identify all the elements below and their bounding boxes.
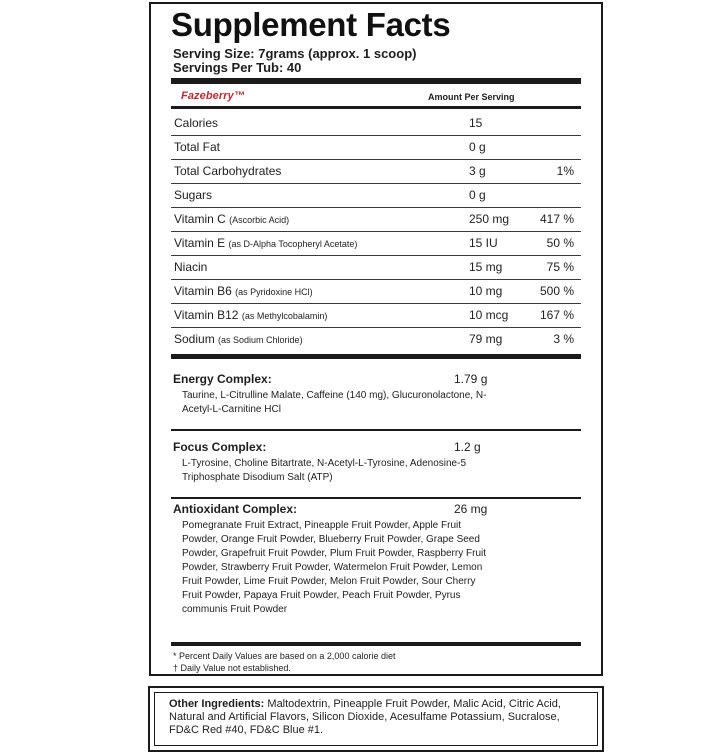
blend-ingredients: Pomegranate Fruit Extract, Pineapple Fruit Powder, Apple Fruit Powder, Orange Fruit Powder, Blueberry Fruit Powder, Grape Seed Powder, Grapefruit Fruit Powder, Plum Fruit Powder, Raspberry Fruit Powder, Strawberry Fruit Powder, Watermelon Fruit Powder, Lemon Fruit Powder, Lime Fruit Powder, Melon Fruit Powder, Sour Cherry Fruit Powder, Papaya Fruit Powder, Peach Fruit Powder, Pyrus communis Fruit Powder: [182, 520, 486, 615]
nutrient-row: [171, 255, 581, 280]
nutrient-row: [171, 231, 581, 256]
nutrient-source: (as Sodium Chloride): [218, 335, 303, 345]
nutrient-row: [171, 111, 581, 136]
nutrient-row: [171, 207, 581, 232]
nutrient-name: Total Carbohydrates: [174, 164, 282, 178]
nutrient-daily-value: 417 %: [539, 212, 574, 226]
nutrient-amount: 0 g: [469, 188, 486, 202]
blend-name: Antioxidant Complex:: [173, 502, 298, 516]
blend-divider: [171, 497, 581, 499]
nutrient-amount: 79 mg: [469, 332, 503, 346]
nutrient-name: Sodium (as Sodium Chloride): [174, 332, 303, 346]
thick-divider: [171, 78, 581, 84]
nutrient-amount: 15 IU: [469, 236, 498, 250]
nutrient-name: Niacin: [174, 260, 208, 274]
other-ingredients-label: Other Ingredients:: [169, 698, 265, 710]
focus-complex: [173, 440, 583, 485]
nutrient-row: [171, 135, 581, 160]
nutrient-name: Sugars: [174, 188, 213, 202]
other-ingredients-content: [154, 692, 598, 746]
flavor-name: Fazeberry™: [181, 90, 245, 102]
nutrient-amount: 3 g: [469, 164, 486, 178]
blend-amount: 26 mg: [454, 502, 488, 516]
percent-daily-value-note: * Percent Daily Values are based on a 2,000 calorie diet: [173, 651, 396, 661]
antioxidant-complex: [173, 502, 583, 617]
other-ingredients-text: Maltodextrin, Pineapple Fruit Powder, Malic Acid, Citric Acid, Natural and Artificial Flavors, Silicon Dioxide, Acesulfame Potassium, Sucralose, FD&C Red #40, FD&C Blue #1.: [169, 698, 561, 736]
thick-divider: [171, 354, 581, 359]
supplement-facts-panel: [149, 2, 603, 676]
nutrient-source: (Ascorbic Acid): [229, 215, 290, 225]
nutrient-source: (as D-Alpha Tocopheryl Acetate): [228, 239, 358, 249]
nutrient-name: Total Fat: [174, 140, 221, 154]
nutrient-name: Vitamin B6 (as Pyridoxine HCl): [174, 284, 313, 298]
nutrient-daily-value: 167 %: [539, 308, 574, 322]
blend-divider: [171, 429, 581, 431]
blend-ingredients: Taurine, L-Citrulline Malate, Caffeine (140 mg), Glucuronolactone, N-Acetyl-L-Carnitine HCl: [182, 390, 487, 415]
nutrient-name: Vitamin C (Ascorbic Acid): [174, 212, 290, 226]
header-divider: [171, 106, 581, 109]
blend-ingredients: L-Tyrosine, Choline Bitartrate, N-Acetyl-L-Tyrosine, Adenosine-5 Triphosphate Disodium Salt (ATP): [182, 458, 467, 483]
blend-name: Energy Complex:: [173, 372, 272, 386]
serving-size: Serving Size: 7grams (approx. 1 scoop): [173, 46, 417, 61]
nutrient-amount: 0 g: [469, 140, 486, 154]
nutrient-source: (as Pyridoxine HCl): [235, 287, 313, 297]
daily-value-not-established-note: † Daily Value not established.: [173, 663, 291, 673]
nutrient-amount: 15 mg: [469, 260, 503, 274]
nutrient-amount: 10 mg: [469, 284, 503, 298]
nutrient-source: (as Methylcobalamin): [241, 311, 328, 321]
nutrient-daily-value: 75 %: [546, 260, 574, 274]
thick-divider: [171, 642, 581, 646]
nutrient-row: [171, 303, 581, 328]
nutrient-name: Vitamin B12 (as Methylcobalamin): [174, 308, 328, 322]
blend-amount: 1.79 g: [454, 372, 488, 386]
blend-name: Focus Complex:: [173, 440, 267, 454]
amount-per-serving-header: Amount Per Serving: [428, 92, 515, 102]
nutrient-daily-value: 50 %: [546, 236, 574, 250]
nutrient-amount: 10 mcg: [469, 308, 509, 322]
nutrient-row: [171, 279, 581, 304]
nutrient-amount: 250 mg: [469, 212, 510, 226]
nutrient-name: Calories: [174, 116, 219, 130]
servings-per-container: Servings Per Tub: 40: [173, 60, 302, 75]
energy-complex: [173, 372, 583, 417]
nutrient-daily-value: 1%: [556, 164, 574, 178]
other-ingredients-box: [148, 686, 604, 752]
nutrient-amount: 15: [469, 116, 483, 130]
nutrient-row: [171, 159, 581, 184]
panel-title: Supplement Facts: [171, 6, 451, 43]
nutrient-row: [171, 327, 581, 351]
blend-amount: 1.2 g: [454, 440, 481, 454]
nutrient-daily-value: 3 %: [553, 332, 574, 346]
nutrient-row: [171, 183, 581, 208]
nutrient-name: Vitamin E (as D-Alpha Tocopheryl Acetate): [174, 236, 358, 250]
nutrient-daily-value: 500 %: [539, 284, 574, 298]
